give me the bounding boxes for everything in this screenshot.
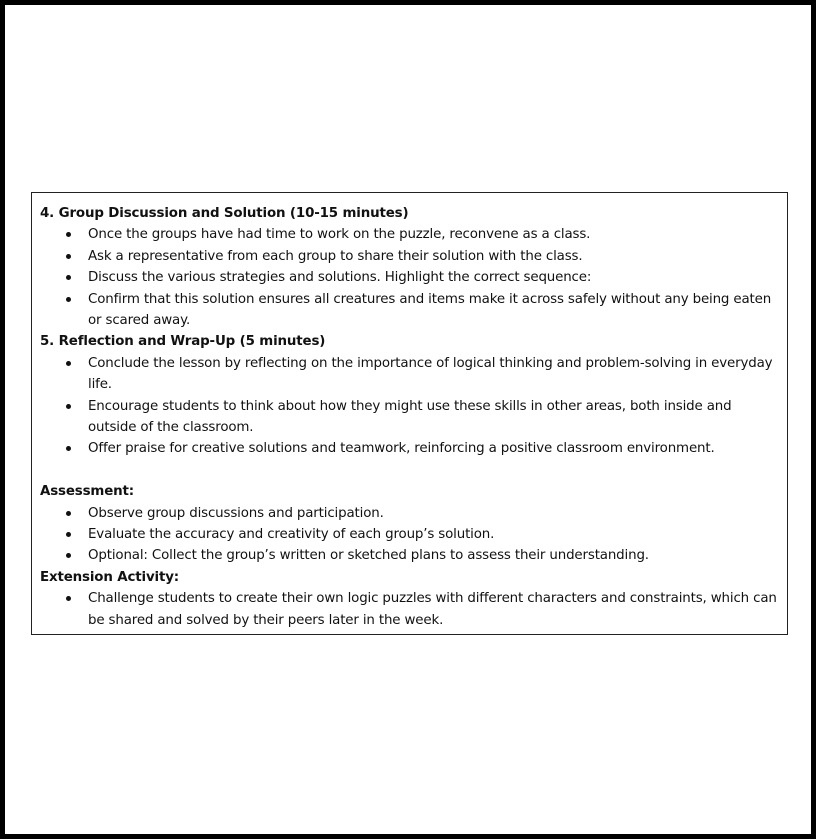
list-item: Evaluate the accuracy and creativity of each group’s solution.: [40, 524, 779, 545]
reflection-list: [40, 353, 779, 460]
list-item: Conclude the lesson by reflecting on the importance of logical thinking and problem-solving in everyday life.: [40, 353, 779, 396]
list-item: Confirm that this solution ensures all creatures and items make it across safely without any being eaten or scared away.: [40, 289, 779, 332]
section-heading-reflection: 5. Reflection and Wrap-Up (5 minutes): [40, 334, 326, 350]
spacer: [40, 460, 779, 481]
list-item: Offer praise for creative solutions and teamwork, reinforcing a positive classroom environment.: [40, 438, 779, 459]
list-item: Ask a representative from each group to share their solution with the class.: [40, 246, 779, 267]
section-heading-group-discussion: 4. Group Discussion and Solution (10-15 minutes): [40, 206, 409, 221]
list-item: Encourage students to think about how they might use these skills in other areas, both inside and outside of the classroom.: [40, 396, 779, 439]
section-heading-extension-activity: Extension Activity:: [40, 569, 180, 585]
list-item: Observe group discussions and participation.: [40, 503, 779, 524]
group-discussion-list: [40, 224, 779, 331]
list-item: Once the groups have had time to work on the puzzle, reconvene as a class.: [40, 224, 779, 245]
section-heading-assessment: Assessment:: [40, 484, 135, 500]
lesson-plan-box: [31, 192, 788, 635]
list-item: Optional: Collect the group’s written or sketched plans to assess their understanding.: [40, 545, 779, 566]
extension-activity-list: [40, 588, 779, 631]
assessment-list: [40, 503, 779, 567]
list-item: Challenge students to create their own logic puzzles with different characters and constraints, which can be shared and solved by their peers later in the week.: [40, 588, 779, 631]
list-item: Discuss the various strategies and solutions. Highlight the correct sequence:: [40, 267, 779, 288]
